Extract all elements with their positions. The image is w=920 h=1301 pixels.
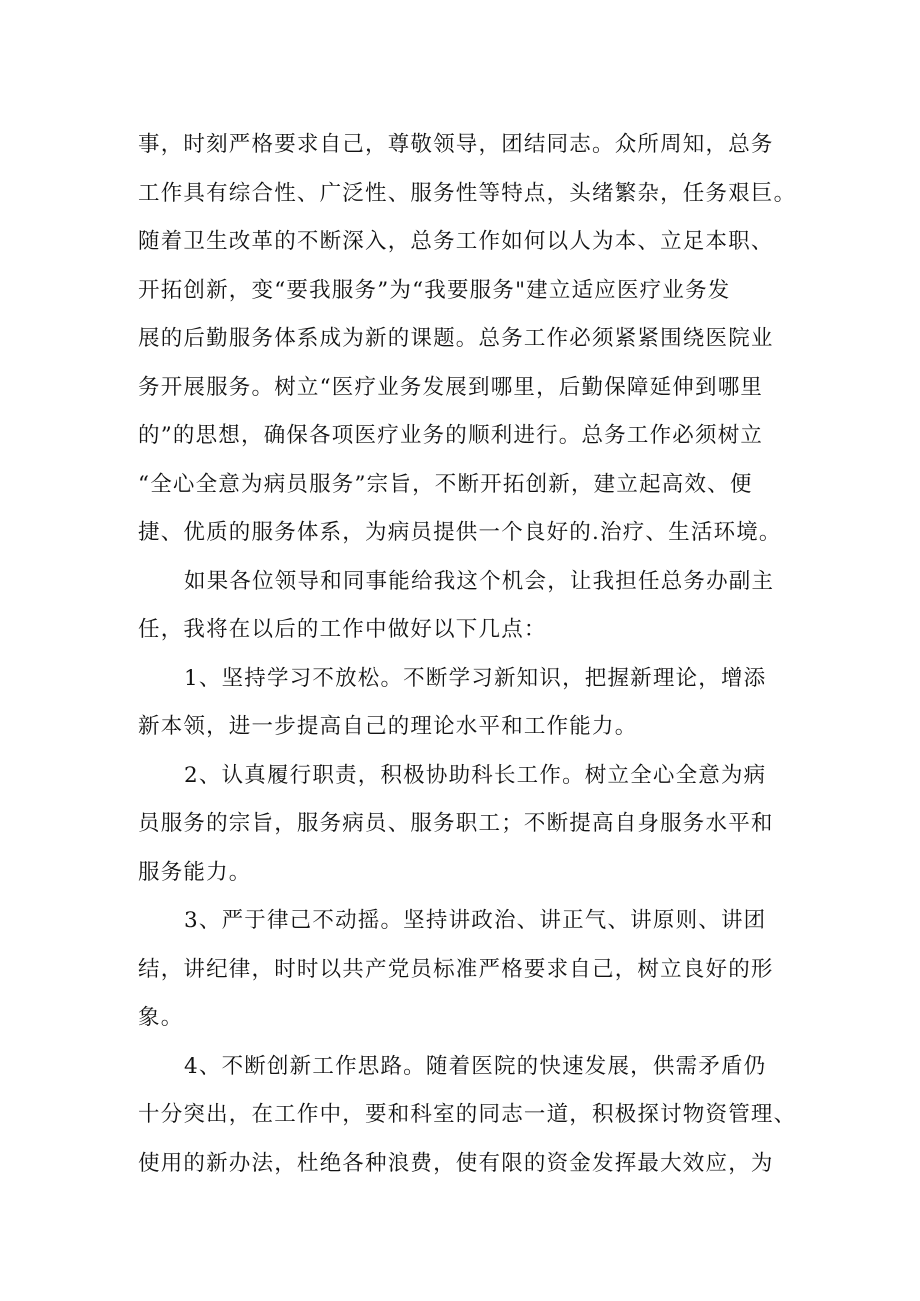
- text-line: 新本领，进一步提高自己的理论水平和工作能力。: [138, 714, 638, 739]
- text-line: 象。: [138, 1005, 184, 1030]
- text-line: 展的后勤服务体系成为新的课题。总务工作必须紧紧围绕医院业: [138, 326, 774, 351]
- text-line: 结，讲纪律，时时以共产党员标准严格要求自己，树立良好的形: [138, 956, 774, 982]
- text-line: 捷、优质的服务体系，为病员提供一个良好的.治疗、生活环境。: [138, 520, 782, 545]
- list-item-4-first-line: 4、不断创新工作思路。随着医院的快速发展，供需矛盾仍: [184, 1053, 767, 1079]
- text-line: 任，我将在以后的工作中做好以下几点：: [138, 617, 547, 642]
- list-item-3-first-line: 3、严于律己不动摇。坚持讲政治、讲正气、讲原则、讲团: [184, 908, 767, 933]
- text-line: 工作具有综合性、广泛性、服务性等特点，头绪繁杂，任务艰巨。: [138, 180, 797, 206]
- text-line: 服务能力。: [138, 859, 252, 885]
- text-line: 使用的新办法，杜绝各种浪费，使有限的资金发挥最大效应，为: [138, 1150, 774, 1176]
- text-line: 务开展服务。树立“医疗业务发展到哪里，后勤保障延伸到哪里: [138, 374, 764, 400]
- list-item-1-first-line: 1、坚持学习不放松。不断学习新知识，把握新理论，增添: [184, 665, 767, 691]
- text-line: 随着卫生改革的不断深入，总务工作如何以人为本、立足本职、: [138, 229, 774, 254]
- list-item-2-first-line: 2、认真履行职责，积极协助科长工作。树立全心全意为病: [184, 762, 767, 788]
- text-line: 十分突出，在工作中，要和科室的同志一道，积极探讨物资管理、: [138, 1102, 797, 1127]
- text-line: “全心全意为病员服务”宗旨，不断开拓创新，建立起高效、便: [138, 471, 753, 497]
- text-line: 事，时刻严格要求自己，尊敬领导，团结同志。众所周知，总务: [138, 132, 774, 157]
- text-line: 员服务的宗旨，服务病员、服务职工；不断提高自身服务水平和: [138, 811, 774, 836]
- text-line: 开拓创新，变“要我服务”为“我要服务"建立适应医疗业务发: [138, 277, 731, 303]
- text-line: 的”的思想，确保各项医疗业务的顺利进行。总务工作必须树立: [138, 423, 764, 448]
- paragraph-first-line: 如果各位领导和同事能给我这个机会，让我担任总务办副主: [184, 568, 775, 594]
- document-body: [138, 121, 798, 1188]
